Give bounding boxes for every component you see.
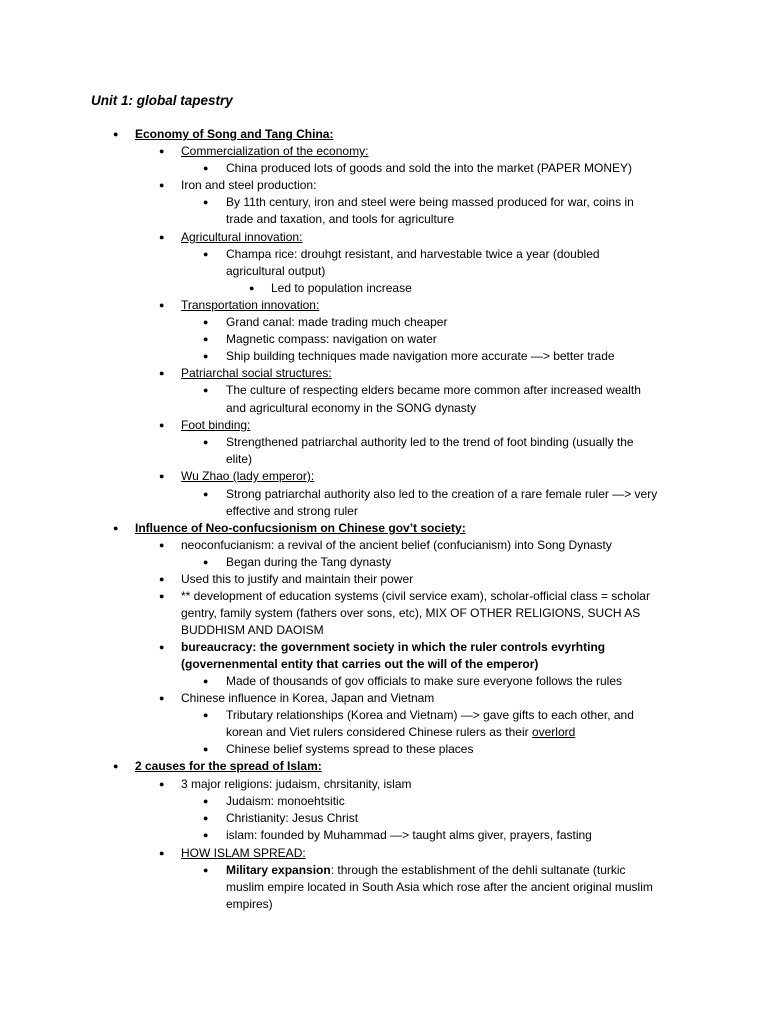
sub-item: Christianity: Jesus Christ xyxy=(226,811,359,825)
sub-item: Strong patriarchal authority also led to the creation of a rare female ruler —> very xyxy=(226,487,658,501)
underlined-term: overlord xyxy=(531,725,576,739)
bullet-icon: ● xyxy=(159,591,165,601)
sub-item-continued xyxy=(226,724,575,741)
item-label: Transportation innovation: xyxy=(181,298,320,312)
item-label: Commercialization of the economy: xyxy=(181,144,369,158)
section-heading: 2 causes for the spread of Islam: xyxy=(135,759,322,773)
sub-item: Tributary relationships (Korea and Vietnam) —> gave gifts to each other, and xyxy=(226,708,634,722)
sub-item: Made of thousands of gov officials to make sure everyone follows the rules xyxy=(226,674,622,688)
bullet-icon: ● xyxy=(203,830,209,840)
item-label: Iron and steel production: xyxy=(181,178,317,192)
bullet-icon: ● xyxy=(159,146,165,156)
sub-item-continued: agricultural output) xyxy=(226,264,326,278)
item-label: Chinese influence in Korea, Japan and Vietnam xyxy=(181,691,435,705)
bullet-icon: ● xyxy=(203,351,209,361)
bullet-icon: ● xyxy=(159,540,165,550)
item-label-continued: gentry, family system (fathers over sons, etc), MIX OF OTHER RELIGIONS, SUCH AS xyxy=(181,606,641,620)
section-heading: Influence of Neo-confucsionism on Chinese gov’t society: xyxy=(135,521,466,535)
sub-sub-item: Led to population increase xyxy=(271,281,412,295)
bullet-icon: ● xyxy=(159,420,165,430)
sub-item: Ship building techniques made navigation more accurate —> better trade xyxy=(226,349,615,363)
bullet-icon: ● xyxy=(203,197,209,207)
bullet-icon: ● xyxy=(113,761,119,771)
bullet-icon: ● xyxy=(113,129,119,139)
sub-item: Began during the Tang dynasty xyxy=(226,555,392,569)
sub-item: Magnetic compass: navigation on water xyxy=(226,332,437,346)
sub-item-continued: and agricultural economy in the SONG dynasty xyxy=(226,401,477,415)
sub-item-continued: elite) xyxy=(226,452,253,466)
bullet-icon: ● xyxy=(203,813,209,823)
doc-title: Unit 1: global tapestry xyxy=(91,93,233,108)
bold-term: Military expansion xyxy=(226,863,331,877)
bullet-icon: ● xyxy=(203,557,209,567)
sub-item: islam: founded by Muhammad —> taught alms giver, prayers, fasting xyxy=(226,828,592,842)
bullet-icon: ● xyxy=(203,710,209,720)
section-heading: Economy of Song and Tang China: xyxy=(135,127,334,141)
sub-item: Chinese belief systems spread to these places xyxy=(226,742,474,756)
sub-item-text: : through the establishment of the dehli sultanate (turkic xyxy=(330,863,626,877)
sub-item: China produced lots of goods and sold the into the market (PAPER MONEY) xyxy=(226,161,632,175)
item-label: Patriarchal social structures: xyxy=(181,366,332,380)
bullet-icon: ● xyxy=(249,283,255,293)
sub-item-continued: muslim empire located in South Asia which rose after the ancient original muslim xyxy=(226,880,653,894)
bullet-icon: ● xyxy=(203,489,209,499)
bullet-icon: ● xyxy=(159,232,165,242)
bullet-icon: ● xyxy=(159,642,165,652)
bullet-icon: ● xyxy=(203,249,209,259)
sub-item: By 11th century, iron and steel were being massed produced for war, coins in xyxy=(226,195,634,209)
bullet-icon: ● xyxy=(159,779,165,789)
sub-item xyxy=(226,862,626,879)
bullet-icon: ● xyxy=(113,523,119,533)
bullet-icon: ● xyxy=(159,693,165,703)
item-label: Agricultural innovation: xyxy=(181,230,303,244)
sub-item: The culture of respecting elders became more common after increased wealth xyxy=(226,383,641,397)
item-label: Foot binding: xyxy=(181,418,251,432)
bullet-icon: ● xyxy=(203,385,209,395)
bullet-icon: ● xyxy=(159,300,165,310)
bullet-icon: ● xyxy=(203,796,209,806)
bullet-icon: ● xyxy=(159,471,165,481)
sub-item: Judaism: monoehtsitic xyxy=(226,794,345,808)
item-label: Used this to justify and maintain their power xyxy=(181,572,414,586)
bullet-icon: ● xyxy=(203,334,209,344)
bullet-icon: ● xyxy=(159,848,165,858)
bullet-icon: ● xyxy=(203,744,209,754)
bullet-icon: ● xyxy=(159,368,165,378)
bullet-icon: ● xyxy=(203,317,209,327)
item-label: ** development of education systems (civil service exam), scholar-official class = scholar xyxy=(181,589,650,603)
sub-item-continued: trade and taxation, and tools for agriculture xyxy=(226,212,455,226)
sub-item-continued: effective and strong ruler xyxy=(226,504,358,518)
sub-item: Strengthened patriarchal authority led to the trend of foot binding (usually the xyxy=(226,435,634,449)
bullet-icon: ● xyxy=(203,163,209,173)
sub-item: Grand canal: made trading much cheaper xyxy=(226,315,448,329)
bullet-icon: ● xyxy=(203,676,209,686)
item-label-continued: BUDDHISM AND DAOISM xyxy=(181,623,324,637)
item-label: 3 major religions: judaism, chrsitanity, islam xyxy=(181,777,412,791)
bullet-icon: ● xyxy=(159,574,165,584)
bullet-icon: ● xyxy=(203,865,209,875)
item-label: neoconfucianism: a revival of the ancient belief (confucianism) into Song Dynasty xyxy=(181,538,612,552)
item-label: Wu Zhao (lady emperor): xyxy=(181,469,315,483)
item-label: bureaucracy: the government society in which the ruler controls evyrhting xyxy=(181,640,606,654)
item-label-continued: (governenmental entity that carries out the will of the emperor) xyxy=(181,657,539,671)
bullet-icon: ● xyxy=(203,437,209,447)
sub-item-text: korean and Viet rulers considered Chinese rulers as their xyxy=(226,725,532,739)
item-label: HOW ISLAM SPREAD: xyxy=(181,846,306,860)
bullet-icon: ● xyxy=(159,180,165,190)
sub-item-continued: empires) xyxy=(226,897,273,911)
sub-item: Champa rice: drouhgt resistant, and harvestable twice a year (doubled xyxy=(226,247,600,261)
